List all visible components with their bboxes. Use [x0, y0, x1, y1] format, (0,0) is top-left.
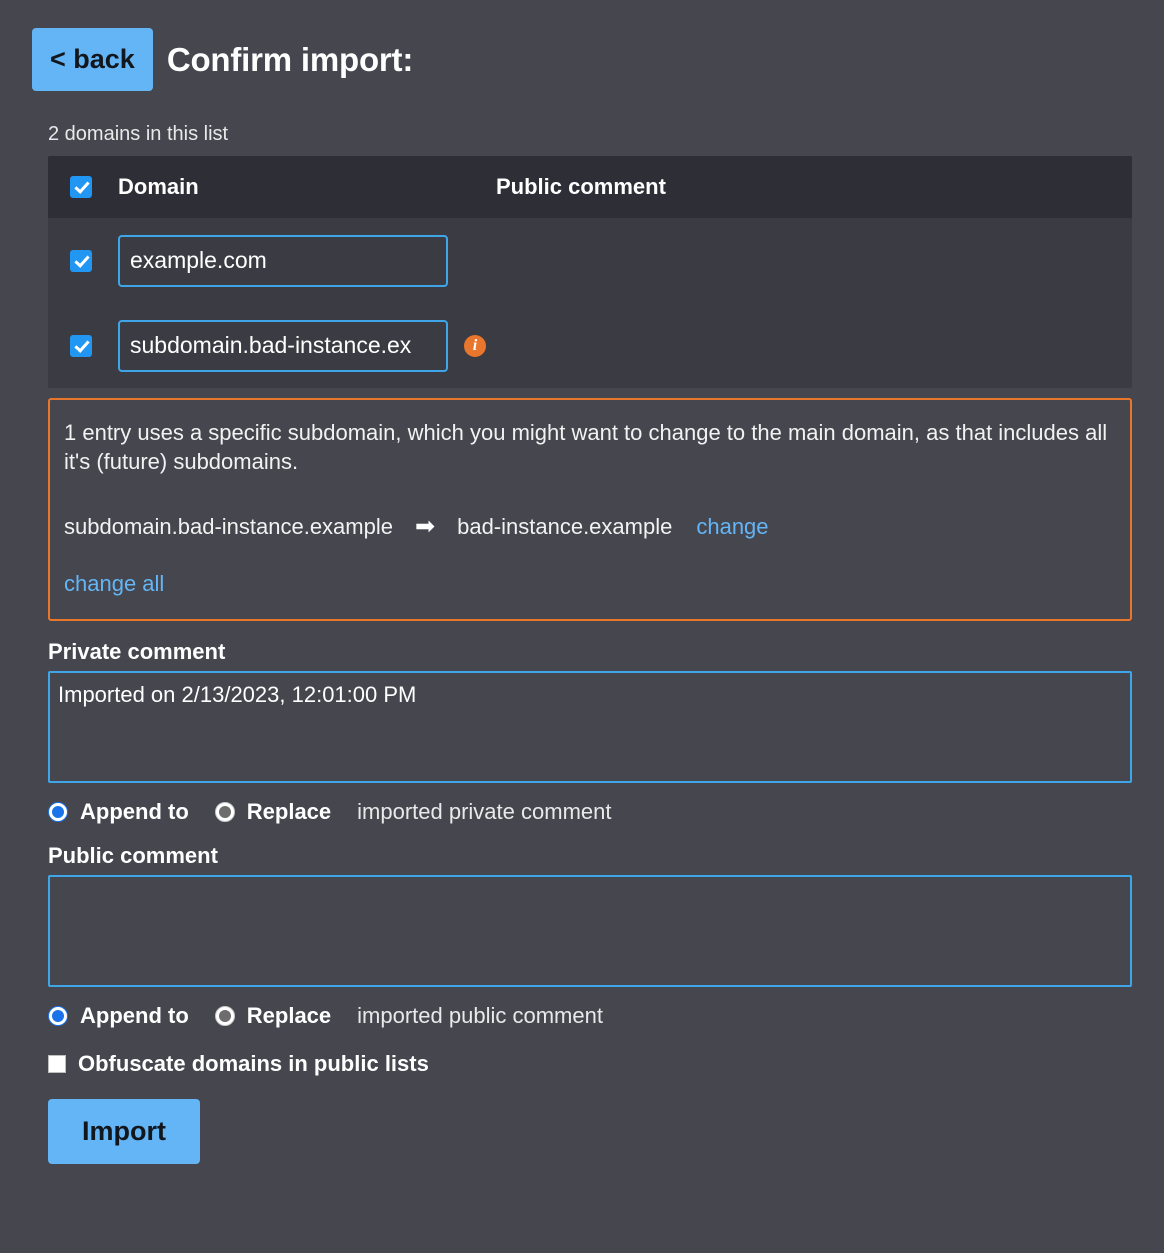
public-replace-label: Replace — [246, 1003, 332, 1029]
subdomain-to: bad-instance.example — [457, 513, 673, 539]
info-icon[interactable]: i — [464, 335, 486, 357]
change-link[interactable]: change — [696, 513, 769, 539]
row-checkbox[interactable] — [70, 250, 92, 272]
private-replace-label: Replace — [246, 799, 332, 825]
private-comment-input[interactable] — [48, 671, 1132, 783]
obfuscate-checkbox[interactable] — [48, 1055, 66, 1073]
column-header-domain: Domain — [118, 174, 199, 199]
private-comment-mode-group — [48, 799, 1132, 825]
private-append-radio[interactable] — [48, 802, 68, 822]
subdomain-warning-box — [48, 398, 1132, 621]
subdomain-from: subdomain.bad-instance.example — [64, 513, 393, 539]
change-all-wrapper — [64, 571, 164, 597]
public-replace-radio[interactable] — [215, 1006, 235, 1026]
obfuscate-row[interactable] — [48, 1051, 1132, 1077]
domain-input[interactable] — [118, 235, 448, 287]
private-comment-label: Private comment — [48, 639, 226, 665]
domain-input[interactable] — [118, 320, 448, 372]
domain-table — [48, 156, 1132, 388]
table-row — [48, 303, 1132, 388]
arrow-right-icon: ➡ — [414, 513, 436, 541]
public-comment-label: Public comment — [48, 843, 218, 869]
subdomain-change-row — [64, 512, 1116, 541]
obfuscate-label: Obfuscate domains in public lists — [78, 1051, 429, 1077]
back-button[interactable]: < back — [32, 28, 153, 91]
column-header-public-comment: Public comment — [496, 174, 666, 199]
public-mode-suffix: imported public comment — [357, 1003, 603, 1029]
private-replace-radio[interactable] — [215, 802, 235, 822]
private-append-label: Append to — [80, 799, 189, 825]
public-comment-input[interactable] — [48, 875, 1132, 987]
public-append-radio[interactable] — [48, 1006, 68, 1026]
private-mode-suffix: imported private comment — [357, 799, 612, 825]
table-header-row — [48, 156, 1132, 218]
public-append-label: Append to — [80, 1003, 189, 1029]
select-all-checkbox[interactable] — [70, 176, 92, 198]
page-title: Confirm import: — [166, 40, 414, 78]
domain-count-text: 2 domains in this list — [48, 123, 229, 145]
row-checkbox[interactable] — [70, 335, 92, 357]
change-all-link[interactable]: change all — [64, 571, 165, 597]
public-comment-mode-group — [48, 1003, 1132, 1029]
import-button[interactable]: Import — [48, 1099, 200, 1164]
table-row — [48, 218, 1132, 303]
page-header — [32, 0, 1132, 91]
warning-text: 1 entry uses a specific subdomain, which you might want to change to the main domain, as that includes all it's (future) subdomains. — [64, 420, 1108, 475]
